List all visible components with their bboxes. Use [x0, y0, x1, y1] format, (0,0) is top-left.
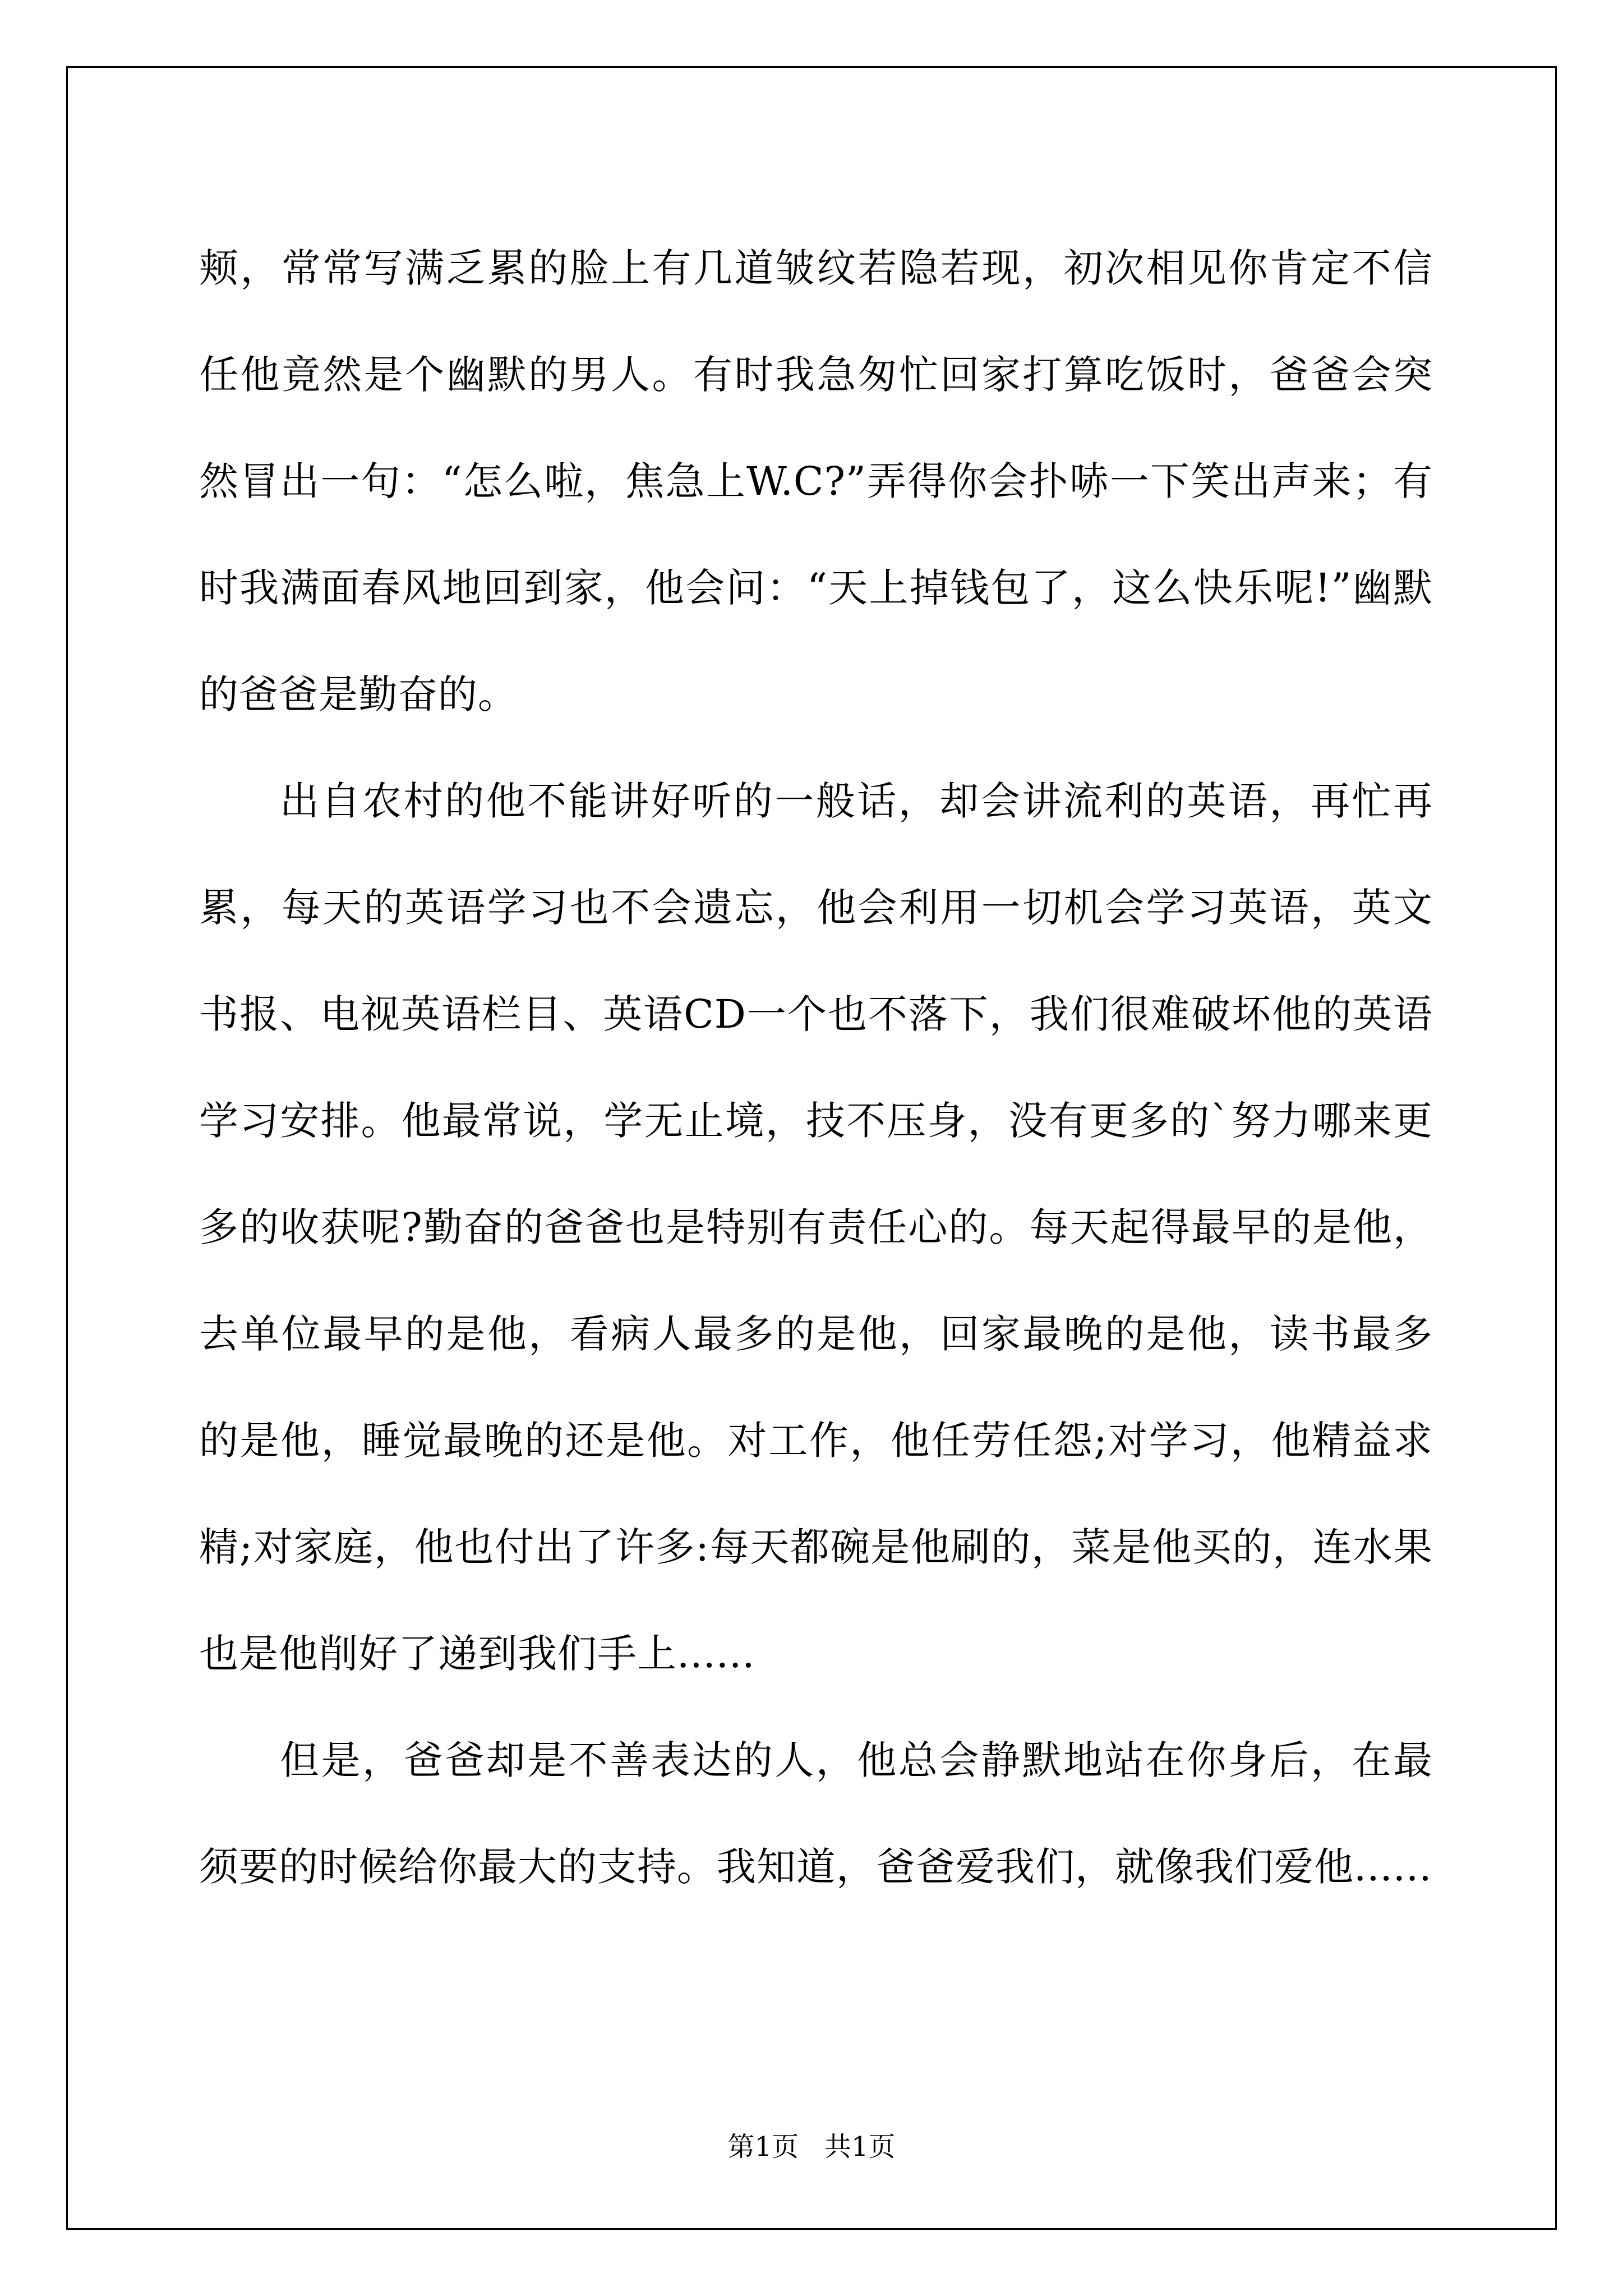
page-number-footer: 第1页 共1页 — [727, 2131, 896, 2162]
paragraph-1: 颊，常常写满乏累的脸上有几道皱纹若隐若现，初次相见你肯定不信任他竟然是个幽默的男人。有时我急匆忙回家打算吃饭时，爸爸会突然冒出一句：“怎么啦，焦急上W.C?”弄得你会扑哧一下笑出声来；有时我满面春风地回到家，他会问：“天上掉钱包了，这么快乐呢!”幽默的爸爸是勤奋的。 — [199, 245, 1433, 717]
paragraph-2: 出自农村的他不能讲好听的一般话，却会讲流利的英语，再忙再累，每天的英语学习也不会遗忘，他会利用一切机会学习英语，英文书报、电视英语栏目、英语CD一个也不落下，我们很难破坏他的英语学习安排。他最常说，学无止境，技不压身，没有更多的`努力哪来更多的收获呢?勤奋的爸爸也是特别有责任心的。每天起得最早的是他，去单位最早的是他，看病人最多的是他，回家最晚的是他，读书最多的是他，睡觉最晚的还是他。对工作，他任劳任怨;对学习，他精益求精;对家庭，他也付出了许多:每天都碗是他刷的，菜是他买的，连水果也是他削好了递到我们手上...... — [199, 778, 1433, 1677]
document-body — [199, 215, 1433, 1920]
paragraph-3: 但是，爸爸却是不善表达的人，他总会静默地站在你身后，在最须要的时候给你最大的支持。我知道，爸爸爱我们，就像我们爱他...... — [199, 1737, 1433, 1890]
